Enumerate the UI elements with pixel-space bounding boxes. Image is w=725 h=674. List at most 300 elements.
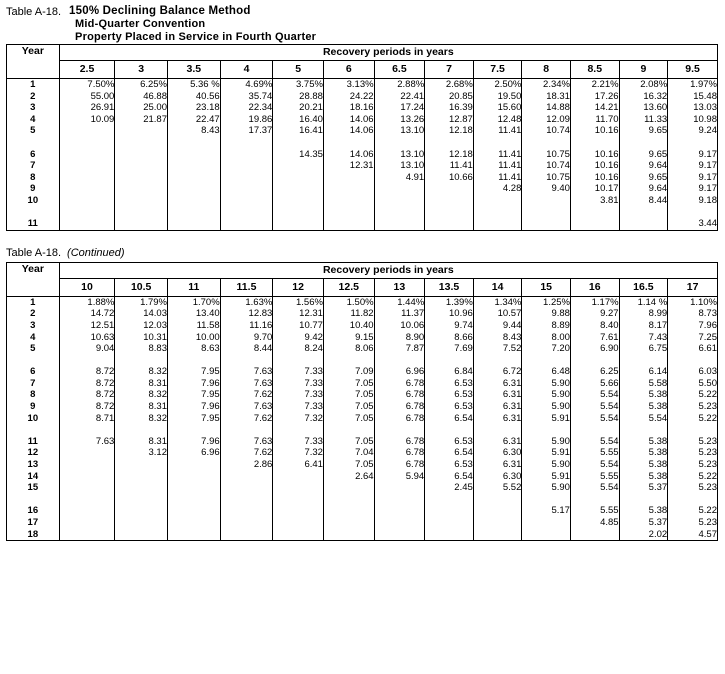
data-cell bbox=[115, 459, 167, 471]
data-cell: 20.21 bbox=[299, 102, 323, 114]
data-cell: 5.54 bbox=[600, 401, 619, 413]
header-column-3: 3.5 bbox=[168, 61, 221, 79]
data-cell: 5.58 bbox=[648, 377, 668, 389]
data-cell: 8.72 bbox=[95, 389, 115, 401]
table-header-row-group-2 bbox=[7, 262, 718, 278]
data-column-13 bbox=[668, 79, 718, 231]
year-label: 2 bbox=[30, 90, 36, 102]
row-gap bbox=[324, 494, 374, 506]
data-cell: 5.90 bbox=[551, 482, 570, 494]
row-gap bbox=[571, 355, 619, 367]
data-cell: 5.38 bbox=[648, 435, 668, 447]
data-cell: 1.44% bbox=[397, 296, 425, 308]
data-cell: 14.72 bbox=[90, 308, 115, 320]
data-cell: 9.65 bbox=[648, 125, 668, 137]
data-column-6 bbox=[323, 296, 374, 540]
data-cell: 7.63 bbox=[253, 366, 273, 378]
data-column-7 bbox=[374, 296, 425, 540]
data-cell bbox=[522, 218, 570, 230]
row-gap bbox=[60, 494, 115, 506]
table-title-line-1: 150% Declining Balance Method bbox=[69, 5, 251, 17]
data-cell: 7.05 bbox=[355, 412, 374, 424]
data-cell: 3.12 bbox=[148, 447, 167, 459]
data-cell: 8.40 bbox=[600, 319, 619, 331]
data-cell bbox=[375, 218, 425, 230]
data-cell bbox=[474, 195, 522, 207]
data-cell: 15.48 bbox=[693, 90, 717, 102]
data-cell: 7.05 bbox=[355, 459, 374, 471]
data-cell: 10.06 bbox=[400, 319, 425, 331]
year-label: 17 bbox=[27, 517, 39, 528]
row-gap bbox=[273, 137, 323, 149]
data-cell: 7.62 bbox=[253, 389, 273, 401]
data-cell: 11.70 bbox=[595, 113, 619, 125]
data-cell: 10.31 bbox=[143, 331, 167, 343]
row-gap bbox=[273, 424, 323, 436]
row-gap bbox=[425, 494, 473, 506]
data-cell: 2.02 bbox=[648, 528, 668, 540]
data-cell: 2.64 bbox=[355, 470, 374, 482]
data-cell: 5.23 bbox=[698, 435, 717, 447]
data-cell: 5.23 bbox=[698, 401, 717, 413]
data-cell bbox=[273, 517, 323, 529]
data-cell: 3.81 bbox=[600, 194, 619, 206]
data-cell bbox=[168, 459, 220, 471]
data-cell: 8.73 bbox=[698, 308, 717, 320]
table-body-row-1 bbox=[7, 79, 718, 231]
row-gap bbox=[168, 424, 220, 436]
data-cell: 1.17% bbox=[591, 296, 619, 308]
table-header-row-group-1 bbox=[7, 45, 718, 61]
data-cell: 7.33 bbox=[304, 389, 323, 401]
data-cell: 12.09 bbox=[546, 113, 570, 125]
data-cell: 6.78 bbox=[405, 401, 425, 413]
data-cell: 7.33 bbox=[304, 401, 323, 413]
data-cell bbox=[273, 172, 323, 184]
row-gap bbox=[668, 424, 717, 436]
year-label: 6 bbox=[30, 366, 36, 378]
data-cell bbox=[60, 125, 115, 137]
data-cell: 2.08% bbox=[640, 79, 668, 90]
data-cell: 6.96 bbox=[405, 366, 425, 378]
data-cell: 5.50 bbox=[698, 377, 717, 389]
row-gap bbox=[522, 494, 570, 506]
data-cell bbox=[375, 505, 425, 517]
data-cell: 7.87 bbox=[405, 343, 425, 355]
row-gap bbox=[620, 424, 668, 436]
row-gap bbox=[324, 424, 374, 436]
data-column-4 bbox=[220, 79, 273, 231]
data-cell bbox=[115, 183, 167, 195]
data-cell: 10.96 bbox=[449, 308, 473, 320]
table-title-block-1 bbox=[0, 0, 725, 44]
data-cell: 2.68% bbox=[445, 79, 473, 90]
data-cell: 17.26 bbox=[594, 90, 619, 102]
data-cell: 23.18 bbox=[195, 102, 220, 114]
data-cell bbox=[168, 517, 220, 529]
row-gap bbox=[168, 207, 220, 219]
header-column-9: 14 bbox=[473, 278, 522, 296]
row-gap bbox=[571, 424, 619, 436]
data-column-8 bbox=[425, 79, 474, 231]
data-cell: 11.41 bbox=[449, 160, 473, 172]
data-cell: 6.72 bbox=[502, 366, 522, 378]
row-gap bbox=[7, 137, 59, 149]
row-gap bbox=[7, 494, 59, 506]
year-label: 9 bbox=[30, 401, 36, 413]
data-cell bbox=[115, 160, 167, 172]
row-gap bbox=[668, 494, 717, 506]
data-cell bbox=[375, 517, 425, 529]
data-cell bbox=[221, 529, 273, 541]
data-cell: 7.63 bbox=[253, 435, 273, 447]
header-column-3: 11 bbox=[168, 278, 221, 296]
data-cell: 5.55 bbox=[600, 470, 619, 482]
data-cell: 2.21% bbox=[591, 79, 619, 90]
row-gap bbox=[571, 137, 619, 149]
data-cell: 6.84 bbox=[454, 366, 473, 378]
data-cell bbox=[60, 459, 115, 471]
data-cell: 5.22 bbox=[698, 470, 717, 482]
row-gap bbox=[375, 137, 425, 149]
data-cell: 28.88 bbox=[299, 90, 323, 102]
year-label: 4 bbox=[30, 113, 36, 125]
data-cell: 8.43 bbox=[201, 125, 220, 137]
data-cell: 7.32 bbox=[304, 447, 323, 459]
data-cell: 8.99 bbox=[648, 308, 668, 320]
data-cell bbox=[60, 447, 115, 459]
data-cell bbox=[324, 517, 374, 529]
year-label: 16 bbox=[27, 505, 39, 517]
data-cell: 5.22 bbox=[698, 389, 717, 401]
data-cell bbox=[221, 482, 273, 494]
data-cell: 5.38 bbox=[648, 389, 668, 401]
data-cell: 6.78 bbox=[405, 459, 425, 471]
data-column-9 bbox=[473, 296, 522, 540]
header-column-9: 7.5 bbox=[473, 61, 522, 79]
data-cell: 7.96 bbox=[698, 319, 717, 331]
data-cell: 5.38 bbox=[648, 459, 668, 471]
row-gap bbox=[522, 424, 570, 436]
data-cell: 8.00 bbox=[551, 331, 570, 343]
data-cell bbox=[273, 505, 323, 517]
data-cell bbox=[115, 149, 167, 161]
data-cell: 6.96 bbox=[201, 447, 220, 459]
data-cell: 7.95 bbox=[201, 389, 220, 401]
data-column-7 bbox=[374, 79, 425, 231]
header-column-8: 7 bbox=[425, 61, 474, 79]
data-cell: 10.75 bbox=[546, 171, 570, 183]
data-cell: 8.44 bbox=[253, 343, 273, 355]
row-gap bbox=[522, 137, 570, 149]
data-cell: 8.31 bbox=[148, 435, 167, 447]
data-cell: 7.43 bbox=[648, 331, 668, 343]
data-cell: 7.62 bbox=[253, 412, 273, 424]
data-cell: 16.32 bbox=[643, 90, 668, 102]
header-column-10: 8 bbox=[522, 61, 571, 79]
data-cell bbox=[324, 172, 374, 184]
data-cell: 10.40 bbox=[349, 319, 374, 331]
data-cell: 6.14 bbox=[648, 366, 668, 378]
data-cell bbox=[273, 160, 323, 172]
data-cell bbox=[522, 195, 570, 207]
header-column-7: 13 bbox=[374, 278, 425, 296]
data-cell: 6.53 bbox=[454, 377, 473, 389]
data-cell: 11.41 bbox=[498, 171, 522, 183]
data-cell: 11.41 bbox=[498, 125, 522, 137]
data-cell: 5.23 bbox=[698, 459, 717, 471]
data-cell: 5.90 bbox=[551, 377, 570, 389]
table-body-row-2 bbox=[7, 296, 718, 540]
data-cell bbox=[115, 517, 167, 529]
data-cell: 1.25% bbox=[543, 296, 570, 308]
data-cell: 9.64 bbox=[648, 183, 668, 195]
header-column-13: 9.5 bbox=[668, 61, 718, 79]
data-cell: 7.33 bbox=[304, 366, 323, 378]
row-gap bbox=[668, 355, 717, 367]
year-label: 9 bbox=[30, 183, 36, 195]
data-cell: 8.72 bbox=[95, 401, 115, 413]
row-gap bbox=[324, 137, 374, 149]
header-column-1: 10 bbox=[59, 278, 115, 296]
row-gap bbox=[620, 494, 668, 506]
data-column-12 bbox=[619, 296, 668, 540]
data-cell: 6.48 bbox=[551, 366, 570, 378]
data-cell bbox=[221, 471, 273, 483]
data-cell: 5.36 % bbox=[190, 79, 220, 90]
data-cell: 5.90 bbox=[551, 459, 570, 471]
table-title-block-2 bbox=[0, 247, 725, 262]
data-cell: 7.05 bbox=[355, 401, 374, 413]
data-cell bbox=[375, 482, 425, 494]
data-cell: 11.37 bbox=[401, 308, 425, 320]
data-cell bbox=[273, 195, 323, 207]
row-gap bbox=[474, 355, 522, 367]
data-cell: 10.57 bbox=[497, 308, 522, 320]
year-label: 6 bbox=[30, 148, 36, 160]
data-cell bbox=[375, 529, 425, 541]
year-label: 4 bbox=[30, 331, 36, 343]
row-gap bbox=[7, 207, 59, 219]
data-cell: 8.44 bbox=[648, 194, 668, 206]
data-cell: 22.47 bbox=[195, 113, 220, 125]
data-cell: 8.89 bbox=[551, 319, 570, 331]
data-cell: 6.53 bbox=[454, 401, 473, 413]
row-gap bbox=[60, 355, 115, 367]
year-label: 2 bbox=[30, 308, 36, 320]
header-column-6: 12.5 bbox=[323, 278, 374, 296]
data-cell: 13.10 bbox=[400, 148, 425, 160]
data-cell: 12.51 bbox=[90, 319, 115, 331]
data-cell: 7.04 bbox=[355, 447, 374, 459]
year-label: 13 bbox=[27, 459, 39, 471]
data-cell: 6.31 bbox=[502, 459, 522, 471]
data-cell: 1.97% bbox=[690, 79, 717, 90]
data-cell: 14.88 bbox=[546, 102, 570, 114]
year-label: 11 bbox=[27, 435, 38, 447]
data-cell: 8.32 bbox=[148, 412, 167, 424]
row-gap bbox=[620, 137, 668, 149]
row-gap bbox=[7, 355, 59, 367]
data-column-3 bbox=[168, 79, 221, 231]
row-gap bbox=[221, 424, 273, 436]
data-cell: 18.31 bbox=[546, 90, 570, 102]
data-cell: 7.50% bbox=[87, 79, 115, 90]
table-label-2: Table A-18. bbox=[6, 246, 62, 259]
data-cell: 6.61 bbox=[698, 343, 717, 355]
data-cell: 5.38 bbox=[648, 505, 668, 517]
data-cell: 9.17 bbox=[698, 148, 717, 160]
data-cell: 6.54 bbox=[454, 470, 473, 482]
row-gap bbox=[221, 355, 273, 367]
data-cell: 4.69% bbox=[245, 79, 273, 90]
data-cell bbox=[60, 149, 115, 161]
data-cell: 17.24 bbox=[400, 102, 425, 114]
data-cell: 5.52 bbox=[502, 482, 522, 494]
data-cell: 12.31 bbox=[349, 160, 374, 172]
data-cell: 21.87 bbox=[143, 113, 167, 125]
data-cell: 1.10% bbox=[690, 296, 717, 308]
data-cell bbox=[273, 482, 323, 494]
data-cell: 9.65 bbox=[648, 171, 668, 183]
data-cell: 14.06 bbox=[349, 125, 374, 137]
row-gap bbox=[668, 137, 717, 149]
row-gap bbox=[221, 207, 273, 219]
data-cell: 10.09 bbox=[90, 113, 115, 125]
year-label: 8 bbox=[30, 389, 36, 401]
data-cell: 13.10 bbox=[400, 125, 425, 137]
year-label: 14 bbox=[27, 470, 39, 482]
data-cell: 9.88 bbox=[551, 308, 570, 320]
data-cell: 7.63 bbox=[253, 377, 273, 389]
data-cell: 9.70 bbox=[253, 331, 273, 343]
data-cell: 6.30 bbox=[502, 447, 522, 459]
depreciation-table-2 bbox=[6, 262, 718, 541]
data-cell: 8.24 bbox=[304, 343, 323, 355]
data-cell bbox=[425, 183, 473, 195]
data-cell: 6.78 bbox=[405, 389, 425, 401]
data-cell: 6.90 bbox=[600, 343, 619, 355]
data-cell bbox=[60, 482, 115, 494]
data-cell bbox=[221, 505, 273, 517]
data-cell: 8.31 bbox=[148, 401, 167, 413]
row-gap bbox=[115, 207, 167, 219]
data-cell: 2.34% bbox=[543, 79, 570, 90]
data-cell: 16.41 bbox=[299, 125, 323, 137]
data-cell: 10.74 bbox=[546, 125, 570, 137]
data-cell: 7.96 bbox=[201, 377, 220, 389]
data-cell: 12.31 bbox=[299, 308, 323, 320]
data-column-1 bbox=[59, 79, 115, 231]
data-cell bbox=[474, 517, 522, 529]
data-cell bbox=[115, 218, 167, 230]
data-cell: 10.66 bbox=[449, 171, 473, 183]
table-title-lines-1 bbox=[69, 5, 316, 44]
row-gap bbox=[474, 494, 522, 506]
data-cell: 5.55 bbox=[600, 505, 619, 517]
year-label: 10 bbox=[27, 412, 39, 424]
header-column-11: 16 bbox=[570, 278, 619, 296]
header-column-11: 8.5 bbox=[570, 61, 619, 79]
data-cell bbox=[115, 172, 167, 184]
data-cell: 9.64 bbox=[648, 160, 668, 172]
data-cell bbox=[168, 183, 220, 195]
row-gap bbox=[324, 355, 374, 367]
depreciation-table-1 bbox=[6, 44, 718, 231]
row-gap bbox=[221, 494, 273, 506]
data-cell bbox=[620, 218, 668, 230]
header-column-4: 11.5 bbox=[220, 278, 273, 296]
header-column-10: 15 bbox=[522, 278, 571, 296]
data-cell: 1.79% bbox=[140, 296, 167, 308]
data-cell bbox=[60, 517, 115, 529]
year-label: 18 bbox=[27, 528, 39, 540]
table-continued-label: (Continued) bbox=[67, 246, 125, 259]
data-cell bbox=[115, 529, 167, 541]
data-cell: 6.25% bbox=[140, 79, 167, 90]
data-cell: 40.56 bbox=[195, 90, 220, 102]
data-cell: 8.71 bbox=[95, 412, 115, 424]
data-cell bbox=[273, 471, 323, 483]
data-cell bbox=[60, 160, 115, 172]
row-gap bbox=[571, 207, 619, 219]
data-cell: 6.78 bbox=[405, 412, 425, 424]
data-cell: 7.33 bbox=[304, 377, 323, 389]
data-cell: 5.90 bbox=[551, 401, 570, 413]
data-cell: 4.91 bbox=[405, 171, 425, 183]
year-label: 7 bbox=[30, 160, 36, 172]
data-cell: 9.27 bbox=[600, 308, 619, 320]
row-gap bbox=[425, 207, 473, 219]
data-cell: 10.16 bbox=[594, 125, 619, 137]
data-cell: 10.00 bbox=[195, 331, 220, 343]
header-year-1: Year bbox=[7, 45, 60, 79]
data-cell bbox=[221, 218, 273, 230]
data-cell: 3.75% bbox=[296, 79, 323, 90]
data-column-5 bbox=[273, 296, 324, 540]
row-gap bbox=[571, 494, 619, 506]
data-cell: 9.04 bbox=[95, 343, 115, 355]
header-column-1: 2.5 bbox=[59, 61, 115, 79]
data-cell bbox=[425, 218, 473, 230]
data-cell: 9.15 bbox=[355, 331, 374, 343]
data-cell: 6.78 bbox=[405, 377, 425, 389]
data-cell bbox=[425, 517, 473, 529]
row-gap bbox=[60, 137, 115, 149]
data-cell: 5.54 bbox=[600, 435, 619, 447]
row-gap bbox=[168, 494, 220, 506]
row-gap bbox=[620, 355, 668, 367]
data-cell: 5.91 bbox=[551, 470, 570, 482]
header-recovery-periods-1: Recovery periods in years bbox=[59, 45, 717, 61]
data-cell: 25.00 bbox=[143, 102, 167, 114]
data-cell bbox=[221, 149, 273, 161]
data-column-3 bbox=[168, 296, 221, 540]
data-cell: 5.54 bbox=[600, 482, 619, 494]
data-cell: 6.31 bbox=[502, 389, 522, 401]
data-cell: 6.54 bbox=[454, 412, 473, 424]
data-cell: 3.13% bbox=[346, 79, 374, 90]
data-cell: 8.83 bbox=[148, 343, 167, 355]
row-gap bbox=[60, 424, 115, 436]
data-cell: 9.42 bbox=[304, 331, 323, 343]
data-cell bbox=[60, 505, 115, 517]
data-cell: 11.82 bbox=[350, 308, 374, 320]
data-column-5 bbox=[273, 79, 324, 231]
data-cell bbox=[60, 218, 115, 230]
data-cell bbox=[324, 195, 374, 207]
data-cell: 4.57 bbox=[698, 528, 717, 540]
